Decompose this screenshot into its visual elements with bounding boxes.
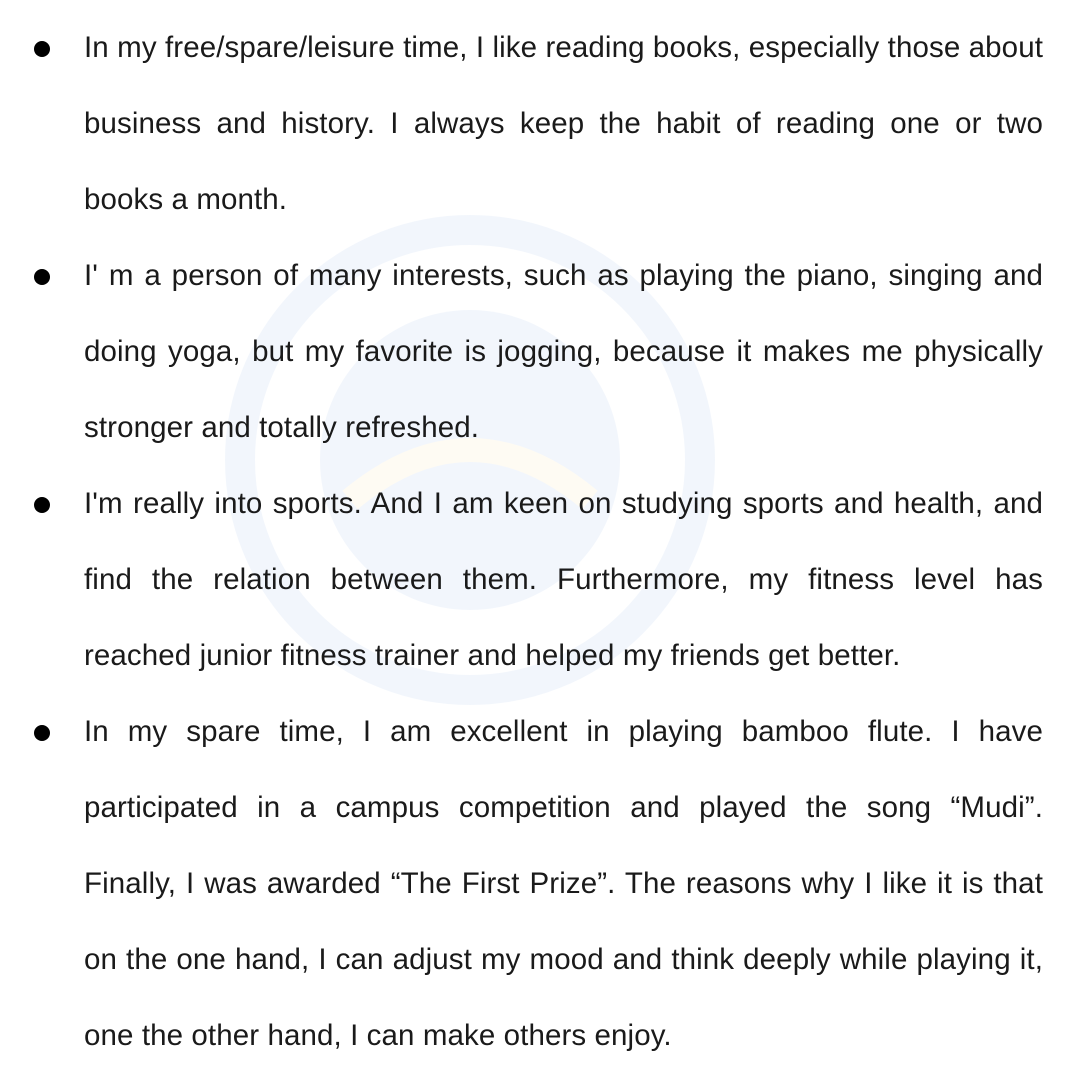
bullet-icon [34,269,50,285]
bullet-icon [34,725,50,741]
list-item [0,10,1080,238]
bullet-icon [34,497,50,513]
list-item-text: In my spare time, I am excellent in playing bamboo flute. I have participated in a campus competition and played the song “Mudi”. Finally, I was awarded “The First Prize”. The reasons why I like it is that on the one hand, I can adjust my mood and think deeply while playing it, one the other hand, I can make others enjoy. [84,715,1043,1052]
list-item-text: In my free/spare/leisure time, I like reading books, especially those about business and history. I always keep the habit of reading one or two books a month. [84,31,1043,216]
list-item [0,238,1080,466]
bullet-icon [34,41,50,57]
list-item [0,694,1080,1074]
list-item-text: I'm really into sports. And I am keen on studying sports and health, and find the relation between them. Furthermore, my fitness level has reached junior fitness trainer and helped my friends get better. [84,487,1043,672]
interests-bullet-list [0,10,1080,1074]
list-item [0,466,1080,694]
list-item-text: I' m a person of many interests, such as playing the piano, singing and doing yoga, but my favorite is jogging, because it makes me physically stronger and totally refreshed. [84,259,1043,444]
